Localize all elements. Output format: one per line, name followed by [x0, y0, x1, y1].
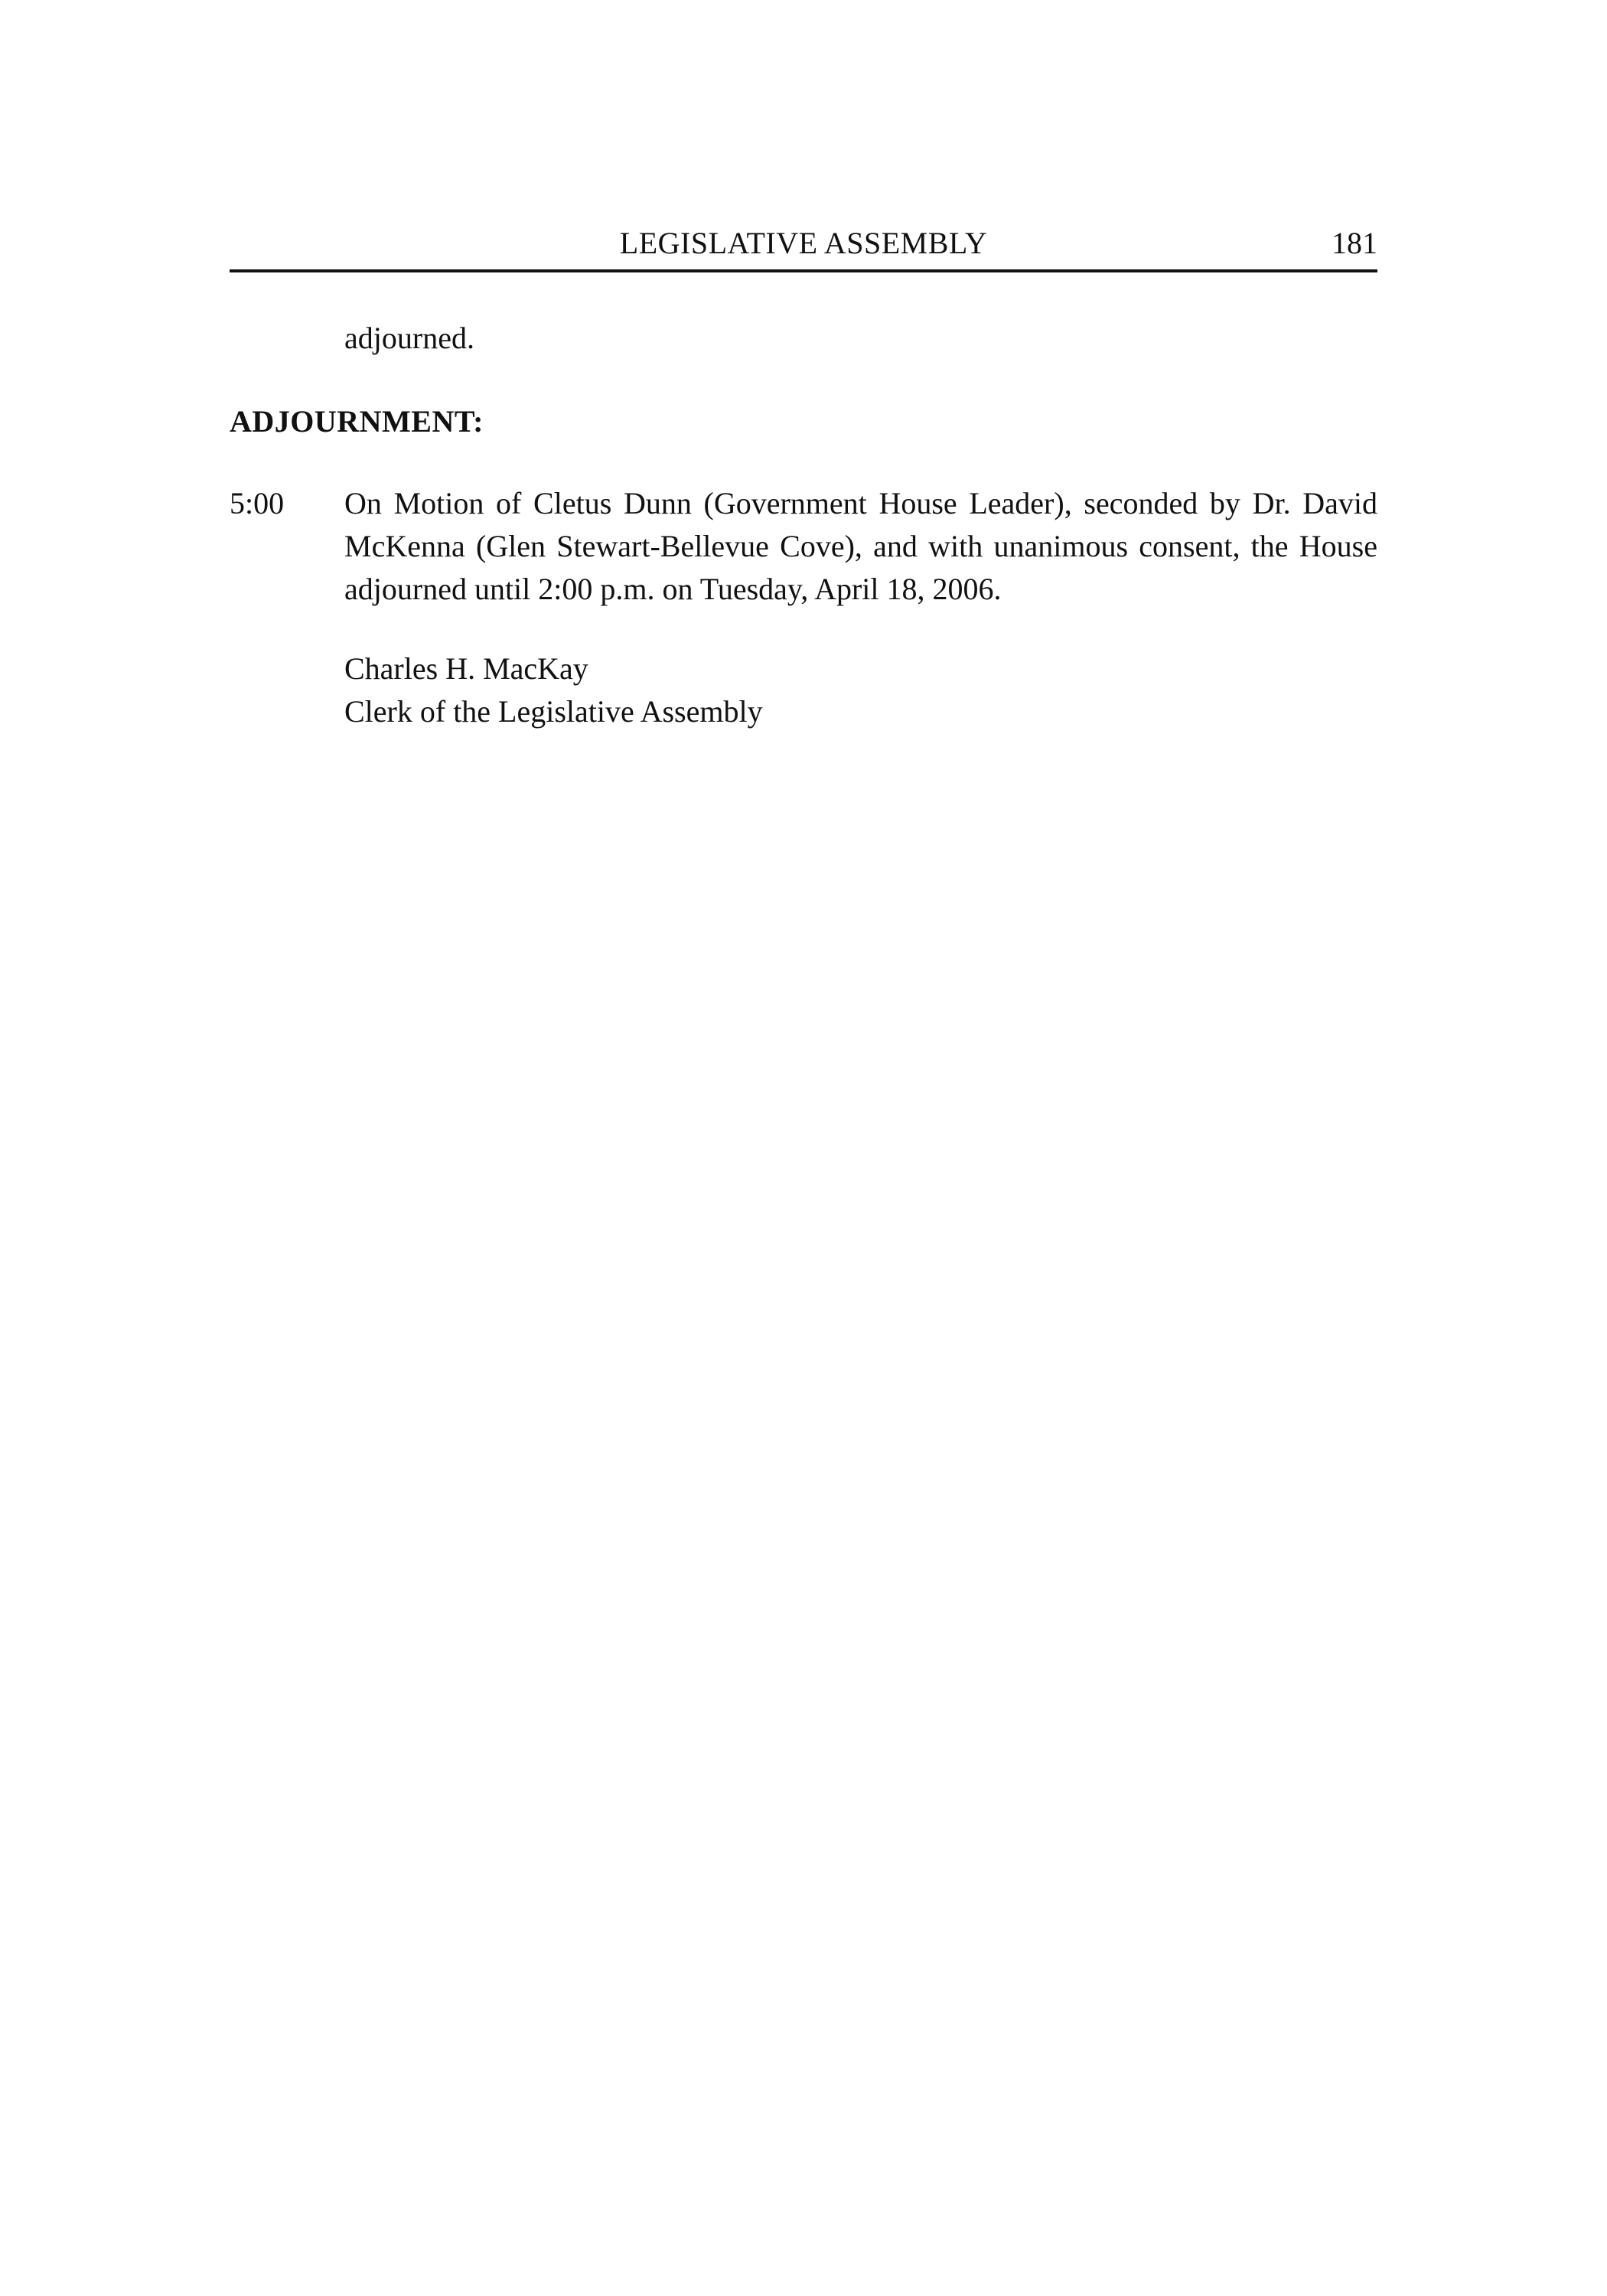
adjournment-heading: ADJOURNMENT:: [230, 404, 484, 439]
adjournment-text: On Motion of Cletus Dunn (Government House Leader), seconded by Dr. David McKenna (Glen Stewart-Bellevue Cove), and with unanimous consent, the House adjourned until 2:00 p.m. on Tuesday, April 18, 2006.: [344, 486, 1377, 606]
page-number: 181: [1332, 226, 1377, 260]
clerk-title: Clerk of the Legislative Assembly: [344, 694, 763, 729]
signature-block: [344, 647, 763, 733]
clerk-name: Charles H. MacKay: [344, 651, 588, 686]
continuation-text: adjourned.: [344, 321, 474, 355]
adjournment-time: 5:00: [230, 486, 285, 520]
page-header: [230, 222, 1377, 272]
header-title: LEGISLATIVE ASSEMBLY: [619, 226, 988, 260]
